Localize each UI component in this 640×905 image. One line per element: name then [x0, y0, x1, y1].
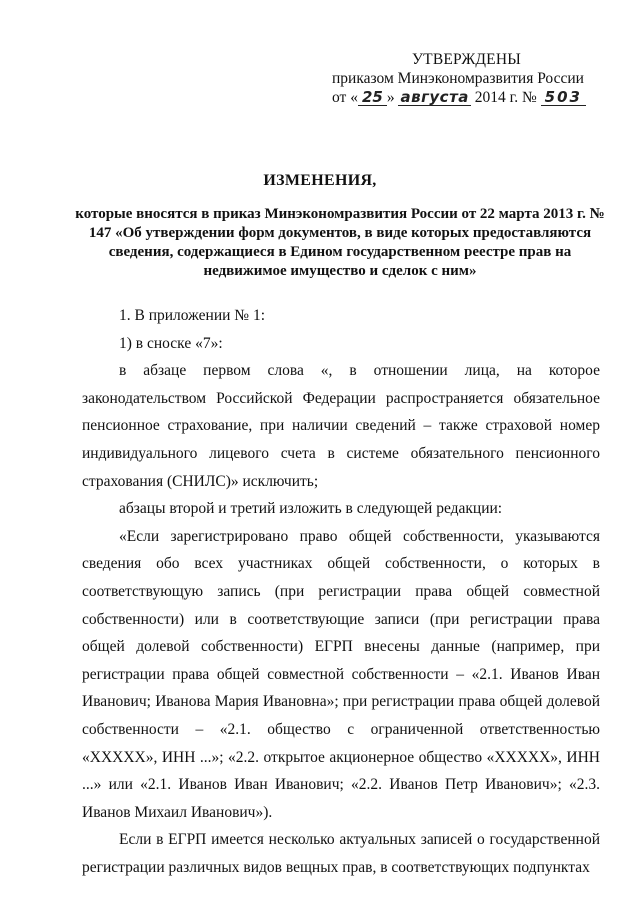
- handwritten-month: августа: [400, 88, 469, 106]
- date-prefix: от «: [332, 89, 358, 106]
- paragraph-1: 1. В приложении № 1:: [119, 307, 266, 324]
- document-subtitle: которые вносятся в приказ Минэкономразвития России от 22 марта 2013 г. № 147 «Об утверждении форм документов, в виде которых предоставляются сведения, содержащиеся в Едином государственном реестре прав на недвижимое имущество и сделок с ним»: [75, 206, 605, 279]
- paragraph-2: 1) в сноске «7»:: [119, 334, 223, 352]
- date-mid: »: [386, 89, 395, 106]
- document-title: ИЗМЕНЕНИЯ,: [263, 172, 377, 189]
- document-body: [82, 302, 600, 881]
- paragraph-4: абзацы второй и третий изложить в следующей редакции:: [119, 500, 503, 518]
- approval-heading: УТВЕРЖДЕНЫ: [412, 51, 521, 68]
- date-suffix: 2014 г. №: [474, 89, 537, 106]
- approval-stamp: [330, 50, 630, 107]
- approval-order-line: приказом Минэкономразвития России: [332, 70, 584, 87]
- paragraph-6: Если в ЕГРП имеется несколько актуальных записей о государственной регистрации различных видов вещных прав, в соответствующих подпунктах: [82, 831, 600, 876]
- approval-date-line: [330, 88, 630, 107]
- paragraph-3: в абзаце первом слова «, в отношении лица, на которое законодательством Российской Федерации распространяется обязательное пенсионное страхование, при наличии сведений – также страховой номер индивидуального лицевого счета в системе обязательного пенсионного страхования (СНИЛС)» исключить;: [82, 362, 600, 490]
- handwritten-order-number: 503: [541, 90, 586, 106]
- paragraph-5: «Если зарегистрировано право общей собственности, указываются сведения обо всех участниках общей собственности, о которых в соответствующую запись (при регистрации права общей совместной собственности) или в соответствующие записи (при регистрации права общей долевой собственности) ЕГРП внесены данные (например, при регистрации права общей совместной собственности – «2.1. Иванов Иван Иванович; Иванова Мария Ивановна»; при регистрации права общей долевой собственности – «2.1. общество с ограниченной ответственностью «XXXXX», ИНН ...»; «2.2. открытое акционерное общество «XXXXX», ИНН ...» или «2.1. Иванов Иван Иванович; «2.2. Иванов Петр Иванович»; «2.3. Иванов Михаил Иванович»).: [82, 527, 600, 821]
- handwritten-day: 25: [358, 90, 387, 106]
